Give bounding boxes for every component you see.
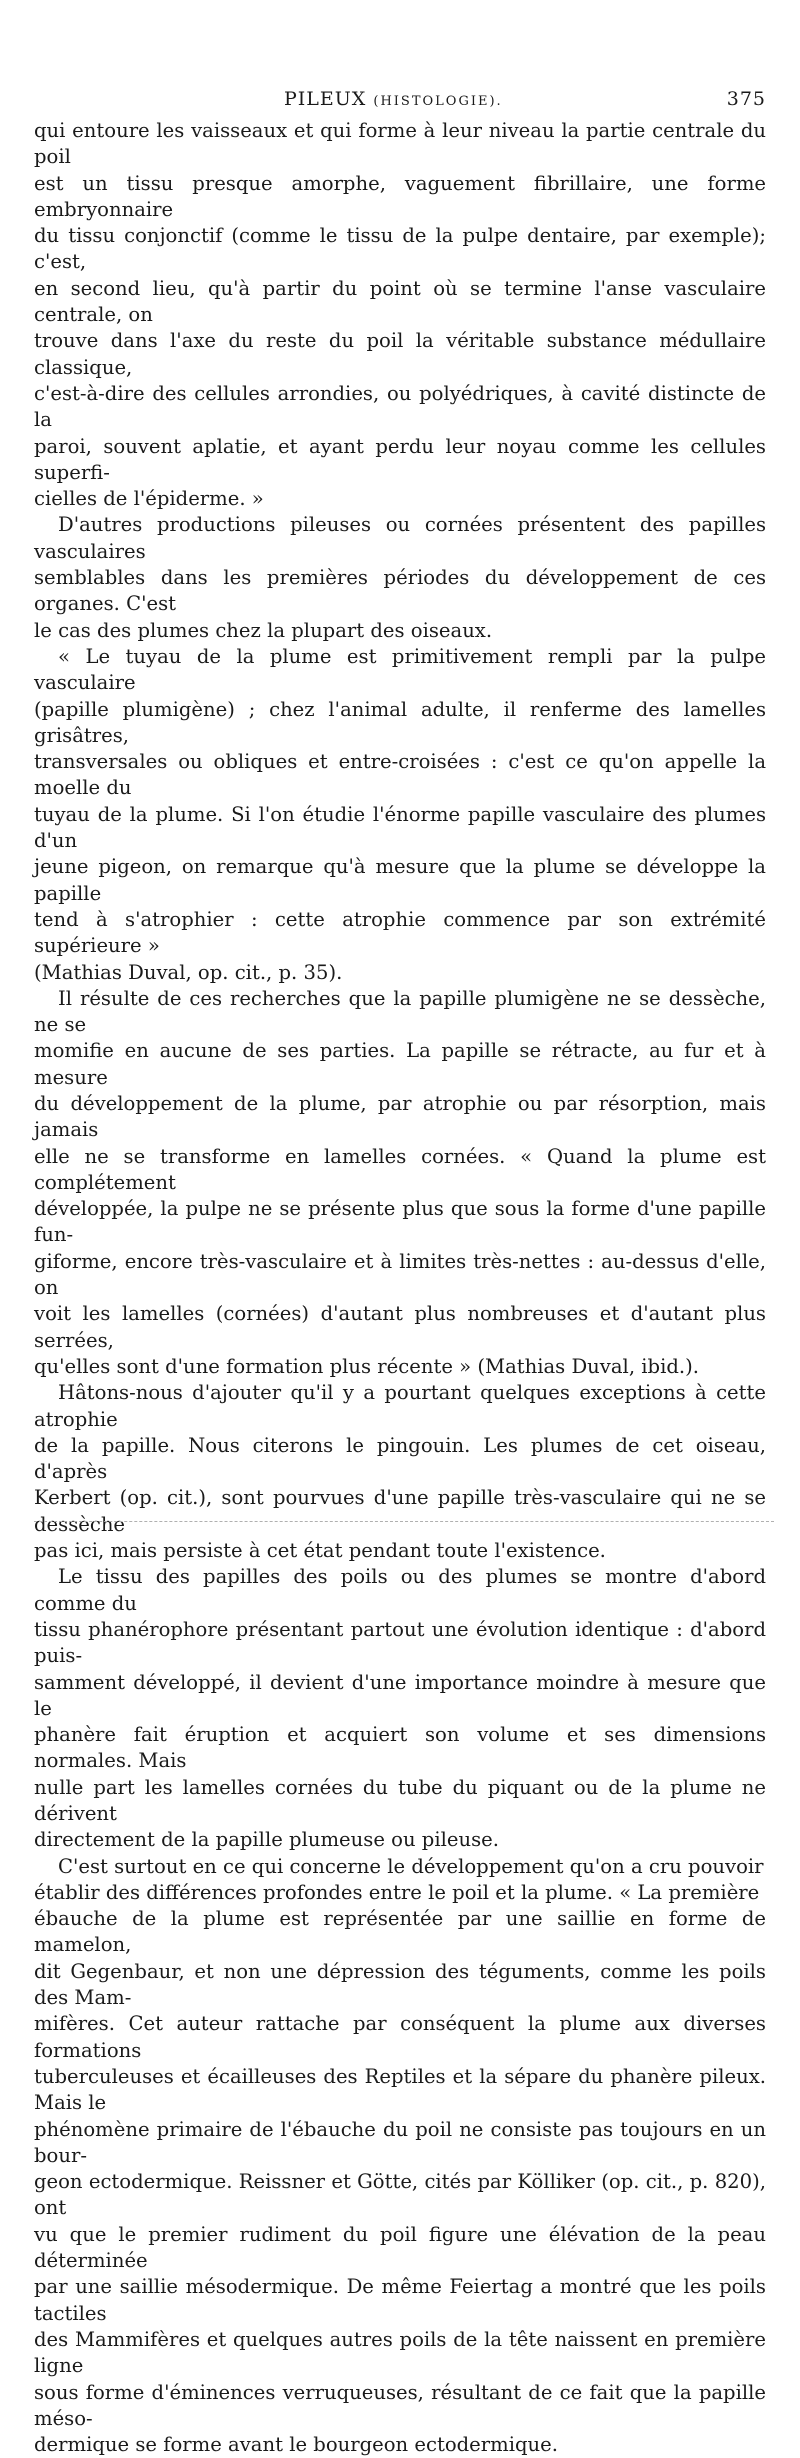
bottom-dashed-rule bbox=[34, 1521, 774, 1522]
paragraph-tuyau-plume-quote: « Le tuyau de la plume est primitivement rempli par la pulpe vasculaire (papille plumigène) ; chez l'animal adulte, il renferme des lamelles grisâtres, transversales ou obliques et entre-croisées : c'est ce qu'on appelle la moelle du tuyau de la plume. Si l'on étudie l'énorme papille vasculaire des plumes d'un jeune pigeon, on remarque qu'à mesure que la plume se développe la papille tend à s'atrophier : cette atrophie commence par son extrémité supérieure » (Mathias Duval, op. cit., p. 35). bbox=[34, 644, 766, 984]
paragraph-exceptions-pingouin: Hâtons-nous d'ajouter qu'il y a pourtant quelques exceptions à cette atrophie de la papille. Nous citerons le pingouin. Les plumes de cet oiseau, d'après Kerbert (op. cit.), sont pourvues d'une papille très-vasculaire qui ne se dessèche pas ici, mais persiste à cet état pendant toute l'existence. bbox=[34, 1381, 766, 1563]
paragraph-papilles-vasculaires: D'autres productions pileuses ou cornées présentent des papilles vasculaires semblables dans les premières périodes du développement de ces organes. C'est le cas des plumes chez la plupart des oiseaux. bbox=[34, 513, 766, 642]
running-head bbox=[34, 88, 766, 118]
book-page bbox=[34, 88, 766, 2458]
running-title-main: PILEUX bbox=[284, 88, 367, 110]
paragraph-continuation: qui entoure les vaisseaux et qui forme à leur niveau la partie centrale du poil est un tissu presque amorphe, vaguement fibrillaire, une forme embryonnaire du tissu conjonctif (comme le tissu de la pulpe dentaire, par exemple); c'est, en second lieu, qu'à partir du point où se termine l'anse vasculaire centrale, on trouve dans l'axe du reste du poil la véritable substance médullaire classique, c'est-à-dire des cellules arrondies, ou polyédriques, à cavité distincte de la paroi, souvent aplatie, et ayant perdu leur noyau comme les cellules superfi- cielles de l'épiderme. » bbox=[34, 119, 766, 511]
paragraph-papille-plumigene: Il résulte de ces recherches que la papille plumigène ne se dessèche, ne se momifie en aucune de ses parties. La papille se rétracte, au fur et à mesure du développement de la plume, par atrophie ou par résorption, mais jamais elle ne se transforme en lamelles cornées. « Quand la plume est complétement développée, la pulpe ne se présente plus que sous la forme d'une papille fun- giforme, encore très-vasculaire et à limites très-nettes : au-dessus d'elle, on voit les lamelles (cornées) d'autant plus nombreuses et d'autant plus serrées, qu'elles sont d'une formation plus récente » (Mathias Duval, ibid.). bbox=[34, 986, 766, 1378]
paragraph-developpement: C'est surtout en ce qui concerne le développement qu'on a cru pouvoir établir des différences profondes entre le poil et la plume. « La première ébauche de la plume est représentée par une saillie en forme de mamelon, dit Gegenbaur, et non une dépression des téguments, comme les poils des Mam- mifères. Cet auteur rattache par conséquent la plume aux diverses formations tuberculeuses et écailleuses des Reptiles et la sépare du phanère pileux. Mais le phénomène primaire de l'ébauche du poil ne consiste pas toujours en un bour- geon ectodermique. Reissner et Götte, cités par Kölliker (op. cit., p. 820), ont vu que le premier rudiment du poil figure une élévation de la peau déterminée par une saillie mésodermique. De même Feiertag a montré que les poils tactiles des Mammifères et quelques autres poils de la tête naissent en première ligne sous forme d'éminences verruqueuses, résultant de ce fait que la papille méso- dermique se forme avant le bourgeon ectodermique. bbox=[34, 1854, 766, 2457]
page-number: 375 bbox=[726, 88, 766, 110]
body-text bbox=[34, 118, 766, 2458]
paragraph-tissu-papilles: Le tissu des papilles des poils ou des plumes se montre d'abord comme du tissu phanérophore présentant partout une évolution identique : d'abord puis- samment développé, il devient d'une importance moindre à mesure que le phanère fait éruption et acquiert son volume et ses dimensions normales. Mais nulle part les lamelles cornées du tube du piquant ou de la plume ne dérivent directement de la papille plumeuse ou pileuse. bbox=[34, 1565, 766, 1852]
running-title bbox=[284, 88, 503, 110]
running-title-subtitle: (HISTOLOGIE). bbox=[373, 94, 503, 109]
